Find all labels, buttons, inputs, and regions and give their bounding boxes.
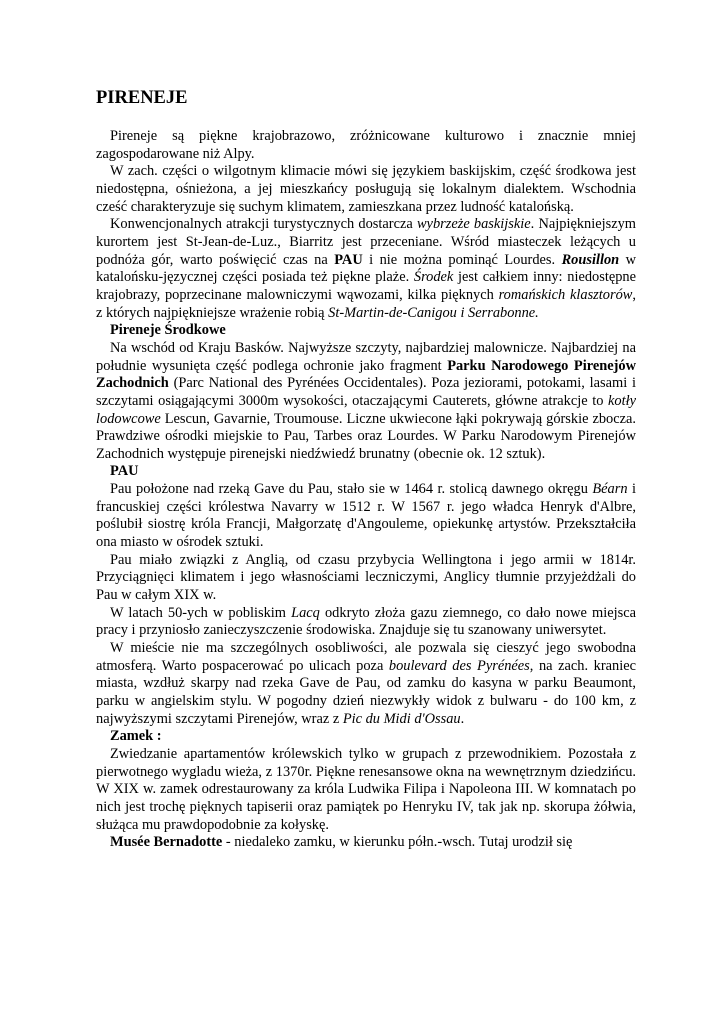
text-run: . [460, 710, 465, 727]
text-run: (Parc National des Pyrénées Occidentales). Poza jeziorami, potokami, lasami i szczytami osiągającymi 3000m wysokości, otaczającymi Cauterets, główne atrakcje to [96, 375, 636, 409]
pau-paragraph-4 [96, 640, 636, 728]
intro-paragraph-3 [96, 216, 636, 322]
strong-text: Parku Narodowego Pirenejów Zachodnich [96, 357, 636, 392]
strong-text: PAU [334, 251, 363, 268]
pau-paragraph-2: Pau miało związki z Anglią, od czasu przybycia Wellingtona i jego armii w 1814r. Przyciągnięci klimatem i jego własnościami leczniczymi, Anglicy tłumnie przyjeżdżali do Pau w całym XIX w. [96, 551, 636, 604]
intro-paragraph-1: Pireneje są piękne krajobrazowo, zróżnicowane kulturowo i znacznie mniej zagospodarowane niż Alpy. [96, 128, 636, 162]
text-run: , z których najpiękniejsze wrażenie robią [96, 286, 636, 321]
strong-emphasis-text: Rousillon [561, 251, 620, 268]
text-run: Na wschód od Kraju Basków. Najwyższe szczyty, najbardziej malownicze. Najbardziej na południe wysunięta część podlega ochronie jako fragment [96, 339, 636, 374]
text-run: Lescun, Gavarnie, Troumouse. Liczne ukwiecone łąki pokrywają górskie zbocza. Prawdziwe ośrodki miejskie to Pau, Tarbes oraz Lourdes. W Parku Narodowym Pirenejów Zachodnich występuje pirenejski niedźwiedź brunatny (obecnie ok. 12 sztuk). [96, 410, 636, 462]
emphasis-text: Béarn [592, 481, 628, 498]
text-run: Pau położone nad rzeką Gave du Pau, stało sie w 1464 r. stolicą dawnego okręgu [110, 481, 593, 498]
text-run: W latach 50-ych w pobliskim [110, 604, 292, 621]
page-title: PIRENEJE [96, 88, 188, 108]
emphasis-text: St-Martin-de-Canigou i Serrabonne. [328, 304, 539, 321]
text-run: odkryto złoża gazu ziemnego, co dało nowe miejsca pracy i przyniosło zanieczyszczenie środowiska. Znajduje się tu szanowany uniwersytet. [96, 604, 636, 639]
text-run: w katalońsku-języcznej części posiada też piękne plaże. [96, 251, 636, 286]
text-run: Konwencjonalnych atrakcji turystycznych dostarcza [110, 216, 417, 233]
srodkowe-paragraph-1 [96, 340, 636, 464]
zamek-paragraph: Zwiedzanie apartamentów królewskich tylko w grupach z przewodnikiem. Pozostała z pierwotnego wygladu wieża, z 1370r. Piękne renesansowe okna na wewnętrznym dziedzińcu. W XIX w. zamek odrestaurowany za króla Ludwika Filipa i Napoleona III. W komnatach po nich jest trochę pięknych tapiserii oraz pamiątek po Henryku IV, tak jak np. skorupa żółwia, służąca mu prawdopodobnie za kołyskę. [96, 745, 636, 833]
text-run: W mieście nie ma szczególnych osobliwości, ale pozwala się cieszyć jego swobodna atmosferą. Warto pospacerować po ulicach poza [96, 640, 636, 674]
text-run: - niedaleko zamku, w kierunku półn.-wsch. Tutaj urodził się [222, 834, 573, 851]
emphasis-text: Środek [413, 269, 454, 286]
emphasis-text: Lacq [291, 604, 320, 621]
pau-paragraph-3 [96, 605, 636, 640]
text-run: , na zach. kraniec miasta, wzdłuż skarpy nad rzeka Gave de Pau, od zamku do kasyna w parku Beaumont, parku w angielskim stylu. W pogodny dzień niezwykły widok z bulwaru - do 100 km, z najwyższymi szczytami Pirenejów, wraz z [96, 657, 636, 727]
text-run: i francuskiej części królestwa Navarry w 1512 r. W 1567 r. jego władca Henryk d'Albre, poślubił siostrę króla Francji, Małgorzatę d'Angouleme, opiekunkę artystów. Przekształciła ona miasto w ośrodek sztuki. [96, 481, 636, 551]
text-run: i nie można pominąć Lourdes. [362, 251, 562, 268]
text-run: . Najpiękniejszym kurortem jest St-Jean-de-Luz., Biarritz jest przeceniane. Wśród miasteczek leżących u podnóża gór, warto poświęcić czas na [96, 216, 636, 268]
intro-paragraph-2: W zach. części o wilgotnym klimacie mówi się językiem baskijskim, część środkowa jest niedostępna, ośnieżona, a jej mieszkańcy posługują się lokalnym dialektem. Wschodnia cześć charakteryzuje się suchym klimatem, zamieszkana przez ludność katalońską. [96, 163, 636, 215]
emphasis-text: wybrzeże baskijskie [416, 216, 531, 233]
strong-text: Musée Bernadotte [110, 834, 223, 851]
musee-paragraph [96, 834, 636, 852]
text-run: jest całkiem inny: niedostępne krajobrazy, poprzecinane malowniczymi wąwozami, kilka pięknych [96, 269, 636, 303]
emphasis-text: boulevard des Pyrénées [388, 657, 530, 674]
pau-paragraph-1 [96, 481, 636, 552]
section-heading-pau: PAU [110, 463, 139, 480]
emphasis-text: romańskich klasztorów [498, 286, 633, 303]
document-body [96, 128, 636, 852]
subsection-heading-zamek: Zamek : [110, 728, 162, 745]
emphasis-text: Pic du Midi d'Ossau [342, 710, 461, 727]
emphasis-text: kotły lodowcowe [96, 392, 636, 427]
section-heading-srodkowe: Pireneje Środkowe [110, 322, 226, 339]
